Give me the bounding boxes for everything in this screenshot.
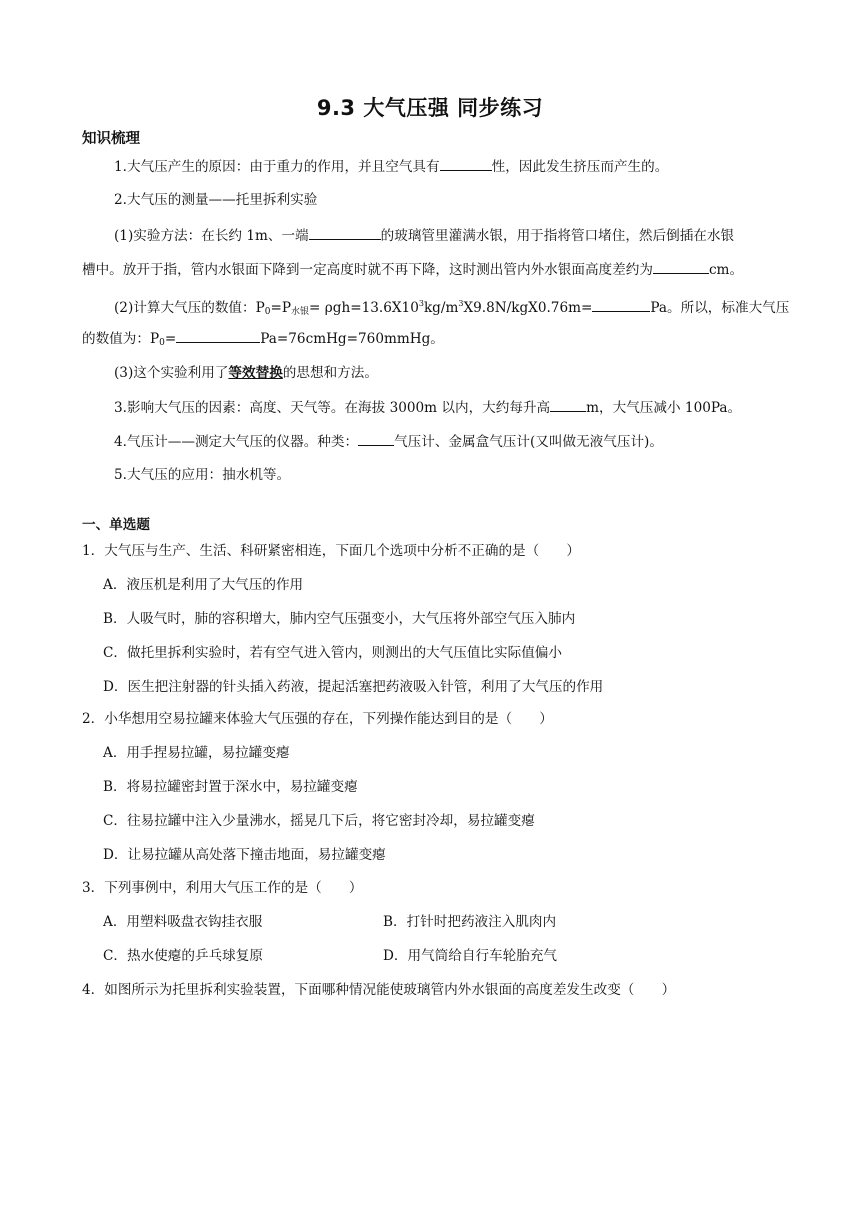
fill-blank [550,397,586,412]
review-item-3-line-2 [82,259,860,280]
fill-blank [440,156,492,171]
question-1-stem: 1．大气压与生产、生活、科研紧密相连，下面几个选项中分析不正确的是（ ） [82,543,581,559]
review-text: 3.影响大气压的因素：高度、天气等。在海拔 3000m 以内，大约每升高 [114,400,551,416]
question-2-option-c[interactable]: C．往易拉罐中注入少量沸水，摇晃几下后，将它密封冷却，易拉罐变瘪 [103,813,535,829]
review-text: (1)实验方法：在长约 1m、一端 [114,228,309,244]
review-text: =P [270,300,292,316]
question-1-option-d[interactable]: D．医生把注射器的针头插入药液，提起活塞把药液吸入针管，利用了大气压的作用 [103,679,604,695]
review-text: 性，因此发生挤压而产生的。 [491,159,669,175]
review-text: (3)这个实验利用了 [114,365,229,381]
review-text: 的数值为：P [82,331,160,347]
question-3-option-d[interactable]: D．用气筒给自行车轮胎充气 [383,948,558,964]
review-text: cm。 [708,262,744,278]
question-2-option-d[interactable]: D．让易拉罐从高处落下撞击地面，易拉罐变瘪 [103,847,386,863]
question-1-option-c[interactable]: C．做托里拆利实验时，若有空气进入管内，则测出的大气压值比实际值偏小 [103,645,562,661]
section-heading-single-choice: 一、单选题 [82,517,150,533]
fill-blank [358,431,394,446]
question-2-option-a[interactable]: A．用手捏易拉罐，易拉罐变瘪 [103,745,290,761]
review-item-3-line-1 [114,225,860,246]
review-item-2: 2.大气压的测量——托里拆利实验 [114,192,318,208]
review-text: Pa=76cmHg=760mmHg。 [260,331,444,347]
review-item-1 [114,156,860,177]
review-text: (2)计算大气压的数值：P [114,300,265,316]
review-item-6 [114,397,860,418]
page-title: 9.3 大气压强 同步练习 [316,96,544,120]
underlined-keyword: 等效替换 [228,365,283,381]
review-text: X9.8N/kgX0.76m= [463,300,593,316]
superscript: 3 [418,299,424,308]
superscript: 3 [458,299,464,308]
review-text: kg/m [423,300,459,316]
subscript: 0 [159,338,165,348]
review-item-4-line-2 [82,328,860,353]
review-text: m，大气压减小 100Pa。 [586,400,742,416]
review-item-8: 5.大气压的应用：抽水机等。 [114,467,291,483]
question-1-option-b[interactable]: B．人吸气时，肺的容积增大，肺内空气压强变小，大气压将外部空气压入肺内 [103,611,576,627]
fill-blank [309,225,381,240]
review-text: 的思想和方法。 [282,365,378,381]
section-heading-review: 知识梳理 [82,131,140,147]
review-item-4-line-1 [114,294,860,322]
fill-blank [653,259,709,274]
question-3-option-c[interactable]: C．热水使瘪的乒乓球复原 [103,948,263,964]
question-2-option-b[interactable]: B．将易拉罐密封置于深水中，易拉罐变瘪 [103,779,358,795]
review-text: Pa。所以，标准大气压 [650,300,790,316]
question-3-stem: 3．下列事例中，利用大气压工作的是（ ） [82,880,363,896]
subscript: 水银 [291,307,310,317]
fill-blank [592,297,650,312]
review-text: = ρgh=13.6X10 [309,300,419,316]
review-item-5 [114,363,860,383]
question-4-stem: 4．如图所示为托里拆利实验装置，下面哪种情况能使玻璃管内外水银面的高度差发生改变（ ） [82,982,676,998]
review-text: 1.大气压产生的原因：由于重力的作用，并且空气具有 [114,159,440,175]
review-text: 槽中。放开于指，管内水银面下降到一定高度时就不再下降，这时测出管内外水银面高度差约为 [82,262,653,278]
question-2-stem: 2．小华想用空易拉罐来体验大气压强的存在，下列操作能达到目的是（ ） [82,711,553,727]
subscript: 0 [264,307,271,317]
review-text: = [164,331,177,347]
question-1-option-a[interactable]: A．液压机是利用了大气压的作用 [103,577,304,593]
review-text: 4.气压计——测定大气压的仪器。种类： [114,434,359,450]
question-3-option-b[interactable]: B．打针时把药液注入肌肉内 [383,914,557,930]
question-3-option-a[interactable]: A．用塑料吸盘衣钩挂衣服 [103,914,263,930]
review-text: 气压计、金属盒气压计(又叫做无液气压计)。 [394,434,663,450]
fill-blank [176,328,260,343]
review-text: 的玻璃管里灌满水银，用于指将管口堵住，然后倒插在水银 [380,228,735,244]
review-item-7 [114,431,860,452]
